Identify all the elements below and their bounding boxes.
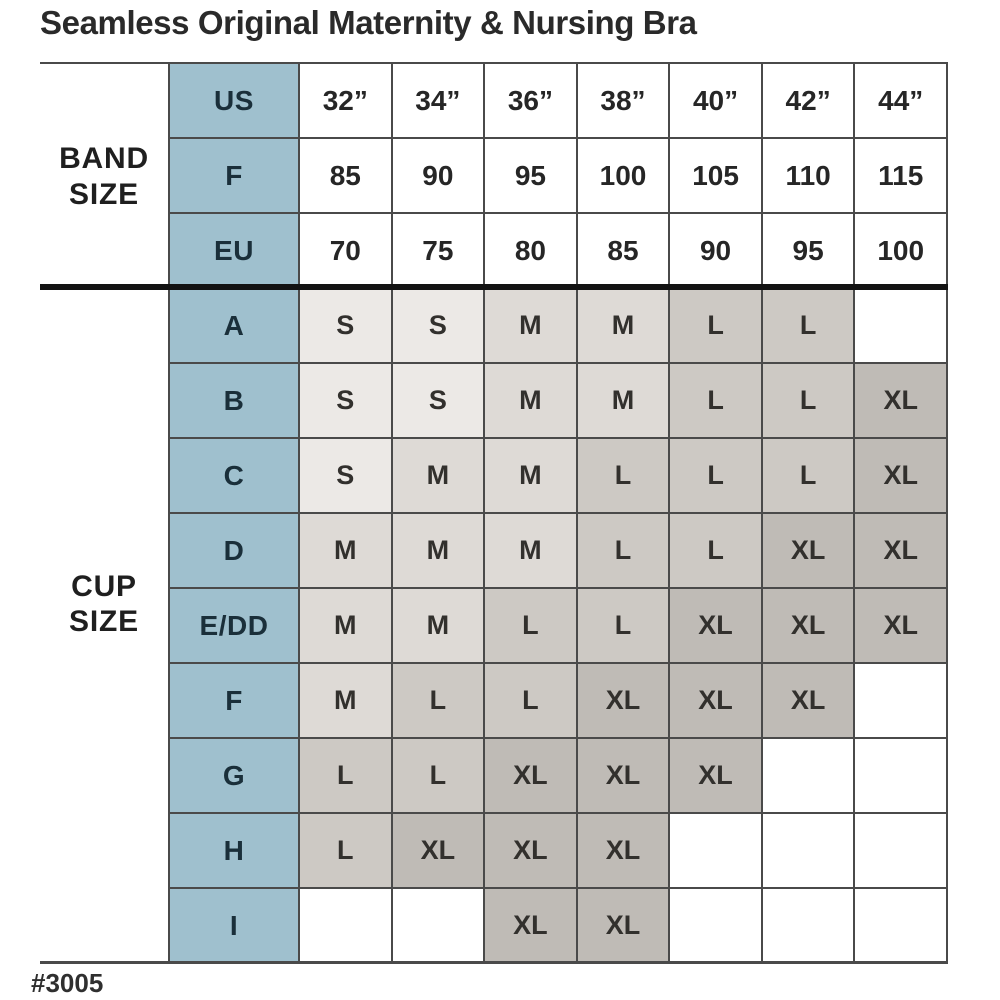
cup-size-group-label — [40, 289, 168, 964]
size-cell-xl: XL — [670, 589, 763, 664]
size-cell-xl: XL — [763, 514, 856, 589]
size-cell-xl: XL — [855, 439, 948, 514]
size-cell-m: M — [300, 589, 393, 664]
band-size-label-line2: SIZE — [69, 177, 139, 211]
empty-size-cell — [855, 739, 948, 814]
row-header-i: I — [168, 889, 300, 964]
row-header-b: B — [168, 364, 300, 439]
band-value-cell: 38” — [578, 64, 671, 139]
size-cell-xl: XL — [578, 664, 671, 739]
band-value-cell: 42” — [763, 64, 856, 139]
band-value-cell: 70 — [300, 214, 393, 289]
size-cell-l: L — [485, 664, 578, 739]
size-cell-xl: XL — [393, 814, 486, 889]
band-value-cell: 36” — [485, 64, 578, 139]
size-cell-s: S — [300, 289, 393, 364]
row-header-f: F — [168, 139, 300, 214]
size-cell-xl: XL — [485, 889, 578, 964]
size-cell-m: M — [300, 514, 393, 589]
size-cell-xl: XL — [670, 739, 763, 814]
size-cell-l: L — [300, 814, 393, 889]
size-cell-xl: XL — [578, 889, 671, 964]
row-header-d: D — [168, 514, 300, 589]
size-cell-m: M — [485, 514, 578, 589]
size-cell-xl: XL — [578, 814, 671, 889]
row-header-h: H — [168, 814, 300, 889]
style-number: #3005 — [31, 968, 104, 998]
empty-size-cell — [763, 814, 856, 889]
band-value-cell: 100 — [578, 139, 671, 214]
band-value-cell: 85 — [578, 214, 671, 289]
band-value-cell: 105 — [670, 139, 763, 214]
size-cell-xl: XL — [485, 814, 578, 889]
size-cell-l: L — [485, 589, 578, 664]
size-cell-m: M — [393, 589, 486, 664]
size-cell-l: L — [300, 739, 393, 814]
size-cell-l: L — [393, 739, 486, 814]
size-cell-xl: XL — [485, 739, 578, 814]
size-cell-l: L — [578, 589, 671, 664]
band-value-cell: 95 — [763, 214, 856, 289]
size-cell-s: S — [393, 364, 486, 439]
empty-size-cell — [855, 814, 948, 889]
size-chart-table — [40, 62, 948, 964]
band-value-cell: 110 — [763, 139, 856, 214]
size-cell-s: S — [300, 439, 393, 514]
size-cell-l: L — [670, 289, 763, 364]
empty-size-cell — [763, 739, 856, 814]
band-value-cell: 90 — [393, 139, 486, 214]
row-header-f: F — [168, 664, 300, 739]
size-cell-m: M — [578, 289, 671, 364]
size-cell-l: L — [763, 439, 856, 514]
size-cell-xl: XL — [670, 664, 763, 739]
size-cell-l: L — [578, 439, 671, 514]
size-cell-l: L — [578, 514, 671, 589]
cup-size-label-line1: CUP — [71, 569, 137, 603]
size-cell-s: S — [300, 364, 393, 439]
size-cell-l: L — [393, 664, 486, 739]
row-header-g: G — [168, 739, 300, 814]
size-cell-xl: XL — [578, 739, 671, 814]
band-size-group-label — [40, 64, 168, 289]
size-cell-xl: XL — [855, 514, 948, 589]
size-cell-xl: XL — [763, 589, 856, 664]
row-header-eu: EU — [168, 214, 300, 289]
band-value-cell: 40” — [670, 64, 763, 139]
empty-size-cell — [300, 889, 393, 964]
size-cell-m: M — [578, 364, 671, 439]
band-value-cell: 32” — [300, 64, 393, 139]
size-cell-l: L — [763, 289, 856, 364]
band-value-cell: 100 — [855, 214, 948, 289]
size-cell-m: M — [300, 664, 393, 739]
band-value-cell: 75 — [393, 214, 486, 289]
row-header-c: C — [168, 439, 300, 514]
empty-size-cell — [393, 889, 486, 964]
band-value-cell: 85 — [300, 139, 393, 214]
size-cell-s: S — [393, 289, 486, 364]
row-header-e-dd: E/DD — [168, 589, 300, 664]
band-value-cell: 115 — [855, 139, 948, 214]
size-cell-m: M — [485, 364, 578, 439]
band-cup-divider — [40, 284, 948, 290]
size-cell-l: L — [763, 364, 856, 439]
band-value-cell: 44” — [855, 64, 948, 139]
size-cell-xl: XL — [855, 364, 948, 439]
band-value-cell: 90 — [670, 214, 763, 289]
empty-size-cell — [855, 289, 948, 364]
row-header-us: US — [168, 64, 300, 139]
size-cell-m: M — [393, 514, 486, 589]
size-cell-m: M — [485, 289, 578, 364]
band-value-cell: 34” — [393, 64, 486, 139]
size-cell-m: M — [393, 439, 486, 514]
size-cell-m: M — [485, 439, 578, 514]
empty-size-cell — [855, 664, 948, 739]
band-value-cell: 95 — [485, 139, 578, 214]
page-title: Seamless Original Maternity & Nursing Bra — [40, 4, 697, 41]
empty-size-cell — [670, 814, 763, 889]
empty-size-cell — [670, 889, 763, 964]
band-value-cell: 80 — [485, 214, 578, 289]
empty-size-cell — [763, 889, 856, 964]
empty-size-cell — [855, 889, 948, 964]
size-cell-l: L — [670, 439, 763, 514]
size-cell-l: L — [670, 364, 763, 439]
band-size-label-line1: BAND — [59, 142, 149, 176]
cup-size-label-line2: SIZE — [69, 605, 139, 638]
size-cell-xl: XL — [763, 664, 856, 739]
size-cell-l: L — [670, 514, 763, 589]
row-header-a: A — [168, 289, 300, 364]
size-cell-xl: XL — [855, 589, 948, 664]
